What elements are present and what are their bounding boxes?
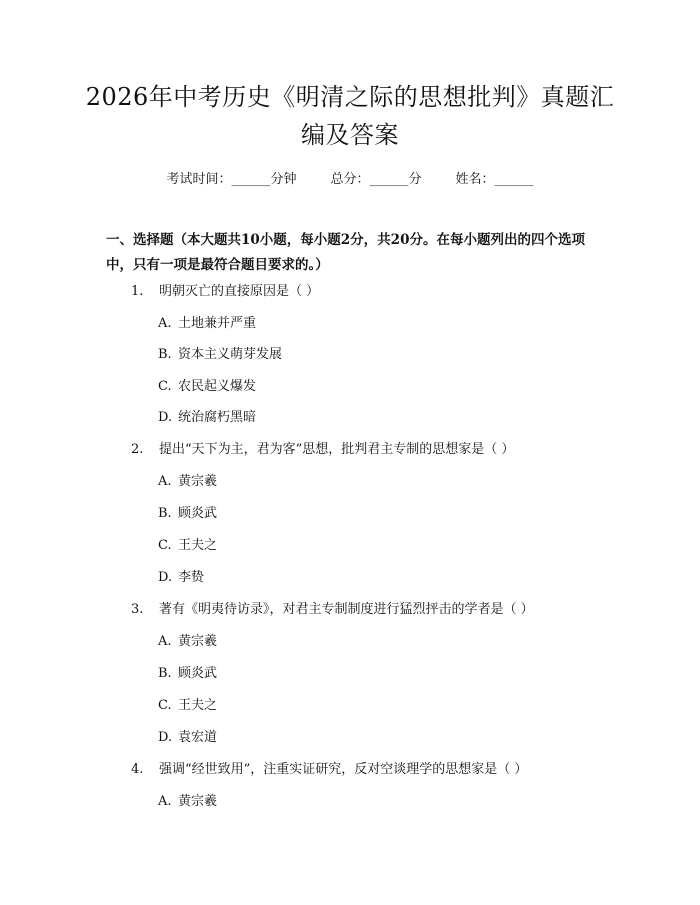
option-letter: A.	[158, 316, 172, 331]
total-score-field: 总分：______分	[330, 172, 422, 187]
option-letter: C.	[158, 698, 172, 713]
option-letter: D.	[158, 410, 173, 425]
option-text: 黄宗羲	[178, 474, 218, 489]
question-3-option-d[interactable]	[158, 729, 217, 747]
option-letter: B.	[158, 347, 172, 362]
question-1-option-d[interactable]	[158, 409, 256, 427]
option-text: 土地兼并严重	[178, 316, 257, 331]
question-1-option-b[interactable]	[158, 346, 282, 364]
option-letter: A.	[158, 634, 172, 649]
question-text: 强调“经世致用”，注重实证研究，反对空谈理学的思想家是（ ）	[159, 762, 528, 777]
exam-meta	[0, 168, 700, 187]
option-letter: A.	[158, 794, 172, 809]
section-heading: 一、选择题（本大题共10小题，每小题2分，共20分。在每小题列出的四个选项中，只有一项是最符合题目要求的。）	[106, 232, 585, 273]
exam-time-field: 考试时间：______分钟	[166, 172, 297, 187]
option-text: 王夫之	[178, 698, 218, 713]
question-1-option-a[interactable]	[158, 315, 256, 333]
question-text: 提出“天下为主，君为客”思想，批判君主专制的思想家是（ ）	[159, 442, 515, 457]
option-letter: C.	[158, 379, 172, 394]
option-text: 资本主义萌芽发展	[178, 347, 283, 362]
question-number: 4.	[131, 762, 144, 777]
question-3-option-c[interactable]	[158, 697, 217, 715]
question-2-option-c[interactable]	[158, 537, 217, 555]
question-2-option-b[interactable]	[158, 505, 217, 523]
option-letter: B.	[158, 666, 172, 681]
question-3-option-b[interactable]	[158, 665, 217, 683]
option-letter: D.	[158, 570, 173, 585]
student-name-field: 姓名：______	[455, 172, 534, 187]
question-number: 3.	[131, 602, 144, 617]
option-text: 袁宏道	[178, 730, 218, 745]
question-1	[131, 283, 319, 301]
question-4-option-a[interactable]	[158, 793, 217, 811]
option-text: 黄宗羲	[178, 634, 218, 649]
option-text: 顾炎武	[178, 666, 218, 681]
question-2-option-a[interactable]	[158, 473, 217, 491]
option-letter: D.	[158, 730, 173, 745]
option-letter: A.	[158, 474, 172, 489]
question-1-option-c[interactable]	[158, 378, 256, 396]
option-text: 王夫之	[178, 538, 218, 553]
question-number: 2.	[131, 442, 144, 457]
option-text: 黄宗羲	[178, 794, 218, 809]
option-text: 顾炎武	[178, 506, 218, 521]
option-letter: B.	[158, 506, 172, 521]
question-text: 明朝灭亡的直接原因是（ ）	[159, 284, 320, 299]
question-3	[131, 601, 534, 619]
option-text: 李贽	[178, 570, 205, 585]
option-letter: C.	[158, 538, 172, 553]
question-2-option-d[interactable]	[158, 569, 204, 587]
option-text: 统治腐朽黑暗	[178, 410, 257, 425]
question-number: 1.	[131, 284, 144, 299]
question-4	[131, 761, 527, 779]
option-text: 农民起义爆发	[178, 379, 257, 394]
question-2	[131, 441, 514, 459]
question-text: 著有《明夷待访录》，对君主专制制度进行猛烈抨击的学者是（ ）	[159, 602, 534, 617]
question-3-option-a[interactable]	[158, 633, 217, 651]
document-title: 2026年中考历史《明清之际的思想批判》真题汇编及答案	[85, 83, 615, 149]
